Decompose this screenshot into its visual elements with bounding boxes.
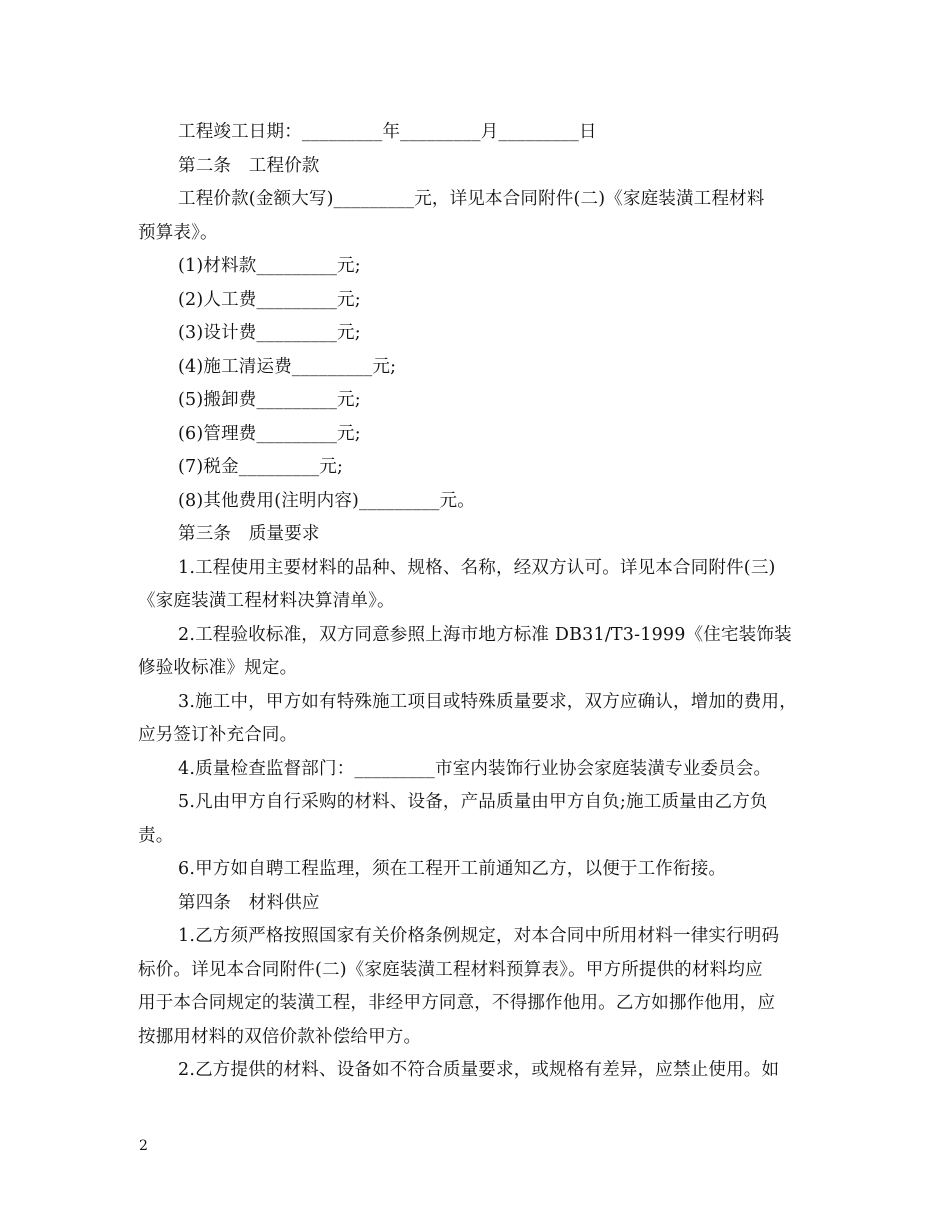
paragraph-line: 4.质量检查监督部门：_________市室内装饰行业协会家庭装潢专业委员会。 <box>178 758 772 779</box>
document-body <box>138 116 818 1088</box>
paragraph-line: 6.甲方如自聘工程监理，须在工程开工前通知乙方，以便于工作衔接。 <box>178 859 727 879</box>
paragraph-line: 工程价款(金额大写)_________元，详见本合同附件(二)《家庭装潢工程材料 <box>178 189 765 209</box>
paragraph-line: 预算表》。 <box>138 222 218 243</box>
completion-date-line: 工程竣工日期：_________年_________月_________日 <box>178 122 597 142</box>
fee-item-other: (8)其他费用(注明内容)_________元。 <box>178 490 475 511</box>
fee-item-cleanup: (4)施工清运费_________元; <box>178 356 397 377</box>
paragraph-line: 2.工程验收标准，双方同意参照上海市地方标准 DB31/T3-1999《住宅装饰装 <box>178 624 792 645</box>
paragraph-line: 标价。详见本合同附件(二)《家庭装潢工程材料预算表》。甲方所提供的材料均应 <box>138 959 763 980</box>
article-2-heading: 第二条 工程价款 <box>178 155 320 176</box>
fee-item-management: (6)管理费_________元; <box>178 423 361 444</box>
paragraph-line: 3.施工中，甲方如有特殊施工项目或特殊质量要求，双方应确认，增加的费用， <box>178 691 797 712</box>
paragraph-line: 修验收标准》规定。 <box>138 658 298 678</box>
paragraph-line: 应另签订补充合同。 <box>138 725 298 745</box>
fee-item-handling: (5)搬卸费_________元; <box>178 390 361 410</box>
paragraph-line: 2.乙方提供的材料、设备如不符合质量要求，或规格有差异，应禁止使用。如 <box>178 1060 780 1080</box>
paragraph-line: 1.乙方须严格按照国家有关价格条例规定，对本合同中所用材料一律实行明码 <box>178 926 780 946</box>
paragraph-line: 1.工程使用主要材料的品种、规格、名称，经双方认可。详见本合同附件(三) <box>178 557 776 578</box>
paragraph-line: 5.凡由甲方自行采购的材料、设备，产品质量由甲方自负;施工质量由乙方负 <box>178 792 768 812</box>
fee-item-labor: (2)人工费_________元; <box>178 289 361 310</box>
paragraph-line: 按挪用材料的双倍价款补偿给甲方。 <box>138 1026 422 1047</box>
page-number: 2 <box>139 1138 148 1154</box>
paragraph-line: 《家庭装潢工程材料决算清单》。 <box>138 591 395 611</box>
paragraph-line: 责。 <box>138 825 174 846</box>
fee-item-design: (3)设计费_________元; <box>178 323 361 343</box>
fee-item-tax: (7)税金_________元; <box>178 457 344 477</box>
paragraph-line: 用于本合同规定的装潢工程，非经甲方同意，不得挪作他用。乙方如挪作他用，应 <box>138 993 776 1013</box>
article-4-heading: 第四条 材料供应 <box>178 892 320 913</box>
fee-item-materials: (1)材料款_________元; <box>178 256 361 276</box>
article-3-heading: 第三条 质量要求 <box>178 524 320 544</box>
